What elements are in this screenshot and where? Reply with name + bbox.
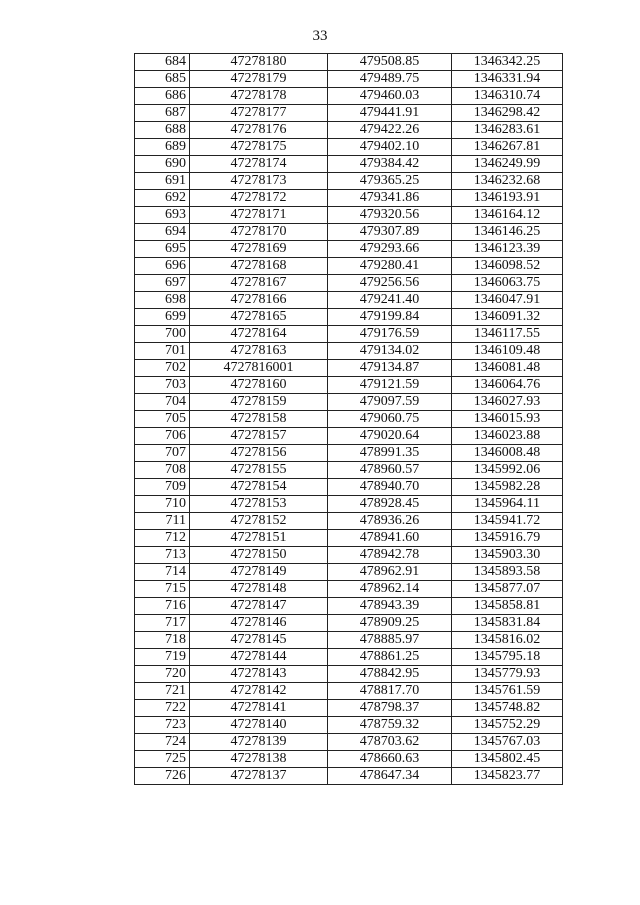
row-number-cell: 717 bbox=[135, 615, 190, 632]
x-coordinate-cell: 478940.70 bbox=[328, 479, 452, 496]
row-number-cell: 706 bbox=[135, 428, 190, 445]
y-coordinate-cell: 1345903.30 bbox=[452, 547, 563, 564]
point-id-cell: 47278156 bbox=[190, 445, 328, 462]
point-id-cell: 47278178 bbox=[190, 88, 328, 105]
row-number-cell: 704 bbox=[135, 394, 190, 411]
x-coordinate-cell: 479199.84 bbox=[328, 309, 452, 326]
x-coordinate-cell: 479489.75 bbox=[328, 71, 452, 88]
x-coordinate-cell: 479256.56 bbox=[328, 275, 452, 292]
point-id-cell: 47278172 bbox=[190, 190, 328, 207]
point-id-cell: 47278140 bbox=[190, 717, 328, 734]
x-coordinate-cell: 478936.26 bbox=[328, 513, 452, 530]
y-coordinate-cell: 1346249.99 bbox=[452, 156, 563, 173]
row-number-cell: 712 bbox=[135, 530, 190, 547]
table-row bbox=[135, 258, 563, 275]
table-row bbox=[135, 105, 563, 122]
y-coordinate-cell: 1345964.11 bbox=[452, 496, 563, 513]
table-row bbox=[135, 224, 563, 241]
x-coordinate-cell: 478941.60 bbox=[328, 530, 452, 547]
row-number-cell: 702 bbox=[135, 360, 190, 377]
x-coordinate-cell: 478842.95 bbox=[328, 666, 452, 683]
point-id-cell: 4727816001 bbox=[190, 360, 328, 377]
x-coordinate-cell: 478962.91 bbox=[328, 564, 452, 581]
point-id-cell: 47278168 bbox=[190, 258, 328, 275]
table-row bbox=[135, 309, 563, 326]
x-coordinate-cell: 479460.03 bbox=[328, 88, 452, 105]
row-number-cell: 692 bbox=[135, 190, 190, 207]
x-coordinate-cell: 478703.62 bbox=[328, 734, 452, 751]
y-coordinate-cell: 1346146.25 bbox=[452, 224, 563, 241]
y-coordinate-cell: 1345877.07 bbox=[452, 581, 563, 598]
table-row bbox=[135, 190, 563, 207]
row-number-cell: 716 bbox=[135, 598, 190, 615]
row-number-cell: 684 bbox=[135, 54, 190, 71]
point-id-cell: 47278164 bbox=[190, 326, 328, 343]
y-coordinate-cell: 1346091.32 bbox=[452, 309, 563, 326]
row-number-cell: 710 bbox=[135, 496, 190, 513]
point-id-cell: 47278160 bbox=[190, 377, 328, 394]
y-coordinate-cell: 1346310.74 bbox=[452, 88, 563, 105]
table-row bbox=[135, 445, 563, 462]
y-coordinate-cell: 1346331.94 bbox=[452, 71, 563, 88]
point-id-cell: 47278171 bbox=[190, 207, 328, 224]
table-row bbox=[135, 615, 563, 632]
y-coordinate-cell: 1345916.79 bbox=[452, 530, 563, 547]
y-coordinate-cell: 1346298.42 bbox=[452, 105, 563, 122]
coordinates-table bbox=[134, 53, 563, 785]
x-coordinate-cell: 479121.59 bbox=[328, 377, 452, 394]
point-id-cell: 47278158 bbox=[190, 411, 328, 428]
row-number-cell: 700 bbox=[135, 326, 190, 343]
y-coordinate-cell: 1345823.77 bbox=[452, 768, 563, 785]
point-id-cell: 47278159 bbox=[190, 394, 328, 411]
point-id-cell: 47278154 bbox=[190, 479, 328, 496]
y-coordinate-cell: 1346027.93 bbox=[452, 394, 563, 411]
point-id-cell: 47278155 bbox=[190, 462, 328, 479]
row-number-cell: 690 bbox=[135, 156, 190, 173]
table-row bbox=[135, 564, 563, 581]
y-coordinate-cell: 1346123.39 bbox=[452, 241, 563, 258]
point-id-cell: 47278150 bbox=[190, 547, 328, 564]
y-coordinate-cell: 1345858.81 bbox=[452, 598, 563, 615]
y-coordinate-cell: 1345748.82 bbox=[452, 700, 563, 717]
x-coordinate-cell: 479176.59 bbox=[328, 326, 452, 343]
point-id-cell: 47278151 bbox=[190, 530, 328, 547]
x-coordinate-cell: 479422.26 bbox=[328, 122, 452, 139]
y-coordinate-cell: 1345795.18 bbox=[452, 649, 563, 666]
x-coordinate-cell: 479508.85 bbox=[328, 54, 452, 71]
y-coordinate-cell: 1346232.68 bbox=[452, 173, 563, 190]
y-coordinate-cell: 1345831.84 bbox=[452, 615, 563, 632]
table-row bbox=[135, 581, 563, 598]
y-coordinate-cell: 1346283.61 bbox=[452, 122, 563, 139]
row-number-cell: 697 bbox=[135, 275, 190, 292]
table-row bbox=[135, 683, 563, 700]
point-id-cell: 47278142 bbox=[190, 683, 328, 700]
y-coordinate-cell: 1345761.59 bbox=[452, 683, 563, 700]
point-id-cell: 47278165 bbox=[190, 309, 328, 326]
table-row bbox=[135, 768, 563, 785]
page-number: 33 bbox=[312, 28, 328, 44]
row-number-cell: 711 bbox=[135, 513, 190, 530]
point-id-cell: 47278139 bbox=[190, 734, 328, 751]
point-id-cell: 47278138 bbox=[190, 751, 328, 768]
table-row bbox=[135, 428, 563, 445]
y-coordinate-cell: 1346098.52 bbox=[452, 258, 563, 275]
table-row bbox=[135, 530, 563, 547]
x-coordinate-cell: 478798.37 bbox=[328, 700, 452, 717]
x-coordinate-cell: 479134.02 bbox=[328, 343, 452, 360]
x-coordinate-cell: 479384.42 bbox=[328, 156, 452, 173]
row-number-cell: 715 bbox=[135, 581, 190, 598]
x-coordinate-cell: 478909.25 bbox=[328, 615, 452, 632]
row-number-cell: 718 bbox=[135, 632, 190, 649]
table-row bbox=[135, 360, 563, 377]
row-number-cell: 719 bbox=[135, 649, 190, 666]
table-row bbox=[135, 734, 563, 751]
table-row bbox=[135, 275, 563, 292]
row-number-cell: 685 bbox=[135, 71, 190, 88]
point-id-cell: 47278141 bbox=[190, 700, 328, 717]
point-id-cell: 47278147 bbox=[190, 598, 328, 615]
row-number-cell: 723 bbox=[135, 717, 190, 734]
row-number-cell: 691 bbox=[135, 173, 190, 190]
table-row bbox=[135, 139, 563, 156]
y-coordinate-cell: 1346063.75 bbox=[452, 275, 563, 292]
table-row bbox=[135, 632, 563, 649]
row-number-cell: 705 bbox=[135, 411, 190, 428]
point-id-cell: 47278169 bbox=[190, 241, 328, 258]
x-coordinate-cell: 478943.39 bbox=[328, 598, 452, 615]
y-coordinate-cell: 1346117.55 bbox=[452, 326, 563, 343]
row-number-cell: 695 bbox=[135, 241, 190, 258]
row-number-cell: 714 bbox=[135, 564, 190, 581]
row-number-cell: 687 bbox=[135, 105, 190, 122]
table-row bbox=[135, 173, 563, 190]
x-coordinate-cell: 478660.63 bbox=[328, 751, 452, 768]
point-id-cell: 47278174 bbox=[190, 156, 328, 173]
y-coordinate-cell: 1346164.12 bbox=[452, 207, 563, 224]
y-coordinate-cell: 1346193.91 bbox=[452, 190, 563, 207]
x-coordinate-cell: 478759.32 bbox=[328, 717, 452, 734]
point-id-cell: 47278149 bbox=[190, 564, 328, 581]
table-row bbox=[135, 88, 563, 105]
y-coordinate-cell: 1345982.28 bbox=[452, 479, 563, 496]
row-number-cell: 722 bbox=[135, 700, 190, 717]
table-row bbox=[135, 377, 563, 394]
table-row bbox=[135, 156, 563, 173]
point-id-cell: 47278145 bbox=[190, 632, 328, 649]
row-number-cell: 720 bbox=[135, 666, 190, 683]
point-id-cell: 47278157 bbox=[190, 428, 328, 445]
point-id-cell: 47278163 bbox=[190, 343, 328, 360]
row-number-cell: 699 bbox=[135, 309, 190, 326]
point-id-cell: 47278148 bbox=[190, 581, 328, 598]
table-body bbox=[135, 54, 563, 785]
x-coordinate-cell: 479320.56 bbox=[328, 207, 452, 224]
row-number-cell: 721 bbox=[135, 683, 190, 700]
y-coordinate-cell: 1345941.72 bbox=[452, 513, 563, 530]
row-number-cell: 707 bbox=[135, 445, 190, 462]
x-coordinate-cell: 479293.66 bbox=[328, 241, 452, 258]
table-row bbox=[135, 411, 563, 428]
point-id-cell: 47278152 bbox=[190, 513, 328, 530]
x-coordinate-cell: 479341.86 bbox=[328, 190, 452, 207]
row-number-cell: 708 bbox=[135, 462, 190, 479]
x-coordinate-cell: 478942.78 bbox=[328, 547, 452, 564]
row-number-cell: 698 bbox=[135, 292, 190, 309]
table-row bbox=[135, 122, 563, 139]
point-id-cell: 47278137 bbox=[190, 768, 328, 785]
row-number-cell: 709 bbox=[135, 479, 190, 496]
x-coordinate-cell: 478647.34 bbox=[328, 768, 452, 785]
table-row bbox=[135, 207, 563, 224]
row-number-cell: 686 bbox=[135, 88, 190, 105]
x-coordinate-cell: 478817.70 bbox=[328, 683, 452, 700]
table-row bbox=[135, 717, 563, 734]
y-coordinate-cell: 1345802.45 bbox=[452, 751, 563, 768]
y-coordinate-cell: 1346081.48 bbox=[452, 360, 563, 377]
table-row bbox=[135, 479, 563, 496]
x-coordinate-cell: 479020.64 bbox=[328, 428, 452, 445]
point-id-cell: 47278166 bbox=[190, 292, 328, 309]
y-coordinate-cell: 1345767.03 bbox=[452, 734, 563, 751]
x-coordinate-cell: 478960.57 bbox=[328, 462, 452, 479]
y-coordinate-cell: 1346267.81 bbox=[452, 139, 563, 156]
point-id-cell: 47278144 bbox=[190, 649, 328, 666]
y-coordinate-cell: 1345752.29 bbox=[452, 717, 563, 734]
y-coordinate-cell: 1346342.25 bbox=[452, 54, 563, 71]
x-coordinate-cell: 479365.25 bbox=[328, 173, 452, 190]
y-coordinate-cell: 1346023.88 bbox=[452, 428, 563, 445]
row-number-cell: 703 bbox=[135, 377, 190, 394]
point-id-cell: 47278143 bbox=[190, 666, 328, 683]
table-row bbox=[135, 326, 563, 343]
table-row bbox=[135, 496, 563, 513]
x-coordinate-cell: 478991.35 bbox=[328, 445, 452, 462]
y-coordinate-cell: 1346064.76 bbox=[452, 377, 563, 394]
point-id-cell: 47278146 bbox=[190, 615, 328, 632]
y-coordinate-cell: 1346109.48 bbox=[452, 343, 563, 360]
point-id-cell: 47278173 bbox=[190, 173, 328, 190]
x-coordinate-cell: 479097.59 bbox=[328, 394, 452, 411]
table-row bbox=[135, 547, 563, 564]
point-id-cell: 47278177 bbox=[190, 105, 328, 122]
table-row bbox=[135, 462, 563, 479]
row-number-cell: 689 bbox=[135, 139, 190, 156]
x-coordinate-cell: 479280.41 bbox=[328, 258, 452, 275]
x-coordinate-cell: 479241.40 bbox=[328, 292, 452, 309]
y-coordinate-cell: 1346015.93 bbox=[452, 411, 563, 428]
table-row bbox=[135, 598, 563, 615]
point-id-cell: 47278179 bbox=[190, 71, 328, 88]
y-coordinate-cell: 1346047.91 bbox=[452, 292, 563, 309]
x-coordinate-cell: 479134.87 bbox=[328, 360, 452, 377]
point-id-cell: 47278180 bbox=[190, 54, 328, 71]
table-row bbox=[135, 513, 563, 530]
table-row bbox=[135, 751, 563, 768]
point-id-cell: 47278167 bbox=[190, 275, 328, 292]
x-coordinate-cell: 479060.75 bbox=[328, 411, 452, 428]
table-row bbox=[135, 292, 563, 309]
x-coordinate-cell: 478861.25 bbox=[328, 649, 452, 666]
table-row bbox=[135, 71, 563, 88]
x-coordinate-cell: 479402.10 bbox=[328, 139, 452, 156]
point-id-cell: 47278153 bbox=[190, 496, 328, 513]
point-id-cell: 47278175 bbox=[190, 139, 328, 156]
y-coordinate-cell: 1345992.06 bbox=[452, 462, 563, 479]
y-coordinate-cell: 1345779.93 bbox=[452, 666, 563, 683]
row-number-cell: 694 bbox=[135, 224, 190, 241]
table-row bbox=[135, 649, 563, 666]
row-number-cell: 725 bbox=[135, 751, 190, 768]
row-number-cell: 693 bbox=[135, 207, 190, 224]
y-coordinate-cell: 1345816.02 bbox=[452, 632, 563, 649]
row-number-cell: 696 bbox=[135, 258, 190, 275]
x-coordinate-cell: 478962.14 bbox=[328, 581, 452, 598]
x-coordinate-cell: 478885.97 bbox=[328, 632, 452, 649]
y-coordinate-cell: 1346008.48 bbox=[452, 445, 563, 462]
table-row bbox=[135, 241, 563, 258]
table-row bbox=[135, 700, 563, 717]
table-row bbox=[135, 54, 563, 71]
row-number-cell: 713 bbox=[135, 547, 190, 564]
point-id-cell: 47278170 bbox=[190, 224, 328, 241]
row-number-cell: 701 bbox=[135, 343, 190, 360]
row-number-cell: 724 bbox=[135, 734, 190, 751]
table-row bbox=[135, 394, 563, 411]
table-row bbox=[135, 666, 563, 683]
table-row bbox=[135, 343, 563, 360]
x-coordinate-cell: 478928.45 bbox=[328, 496, 452, 513]
row-number-cell: 726 bbox=[135, 768, 190, 785]
row-number-cell: 688 bbox=[135, 122, 190, 139]
point-id-cell: 47278176 bbox=[190, 122, 328, 139]
x-coordinate-cell: 479307.89 bbox=[328, 224, 452, 241]
y-coordinate-cell: 1345893.58 bbox=[452, 564, 563, 581]
x-coordinate-cell: 479441.91 bbox=[328, 105, 452, 122]
